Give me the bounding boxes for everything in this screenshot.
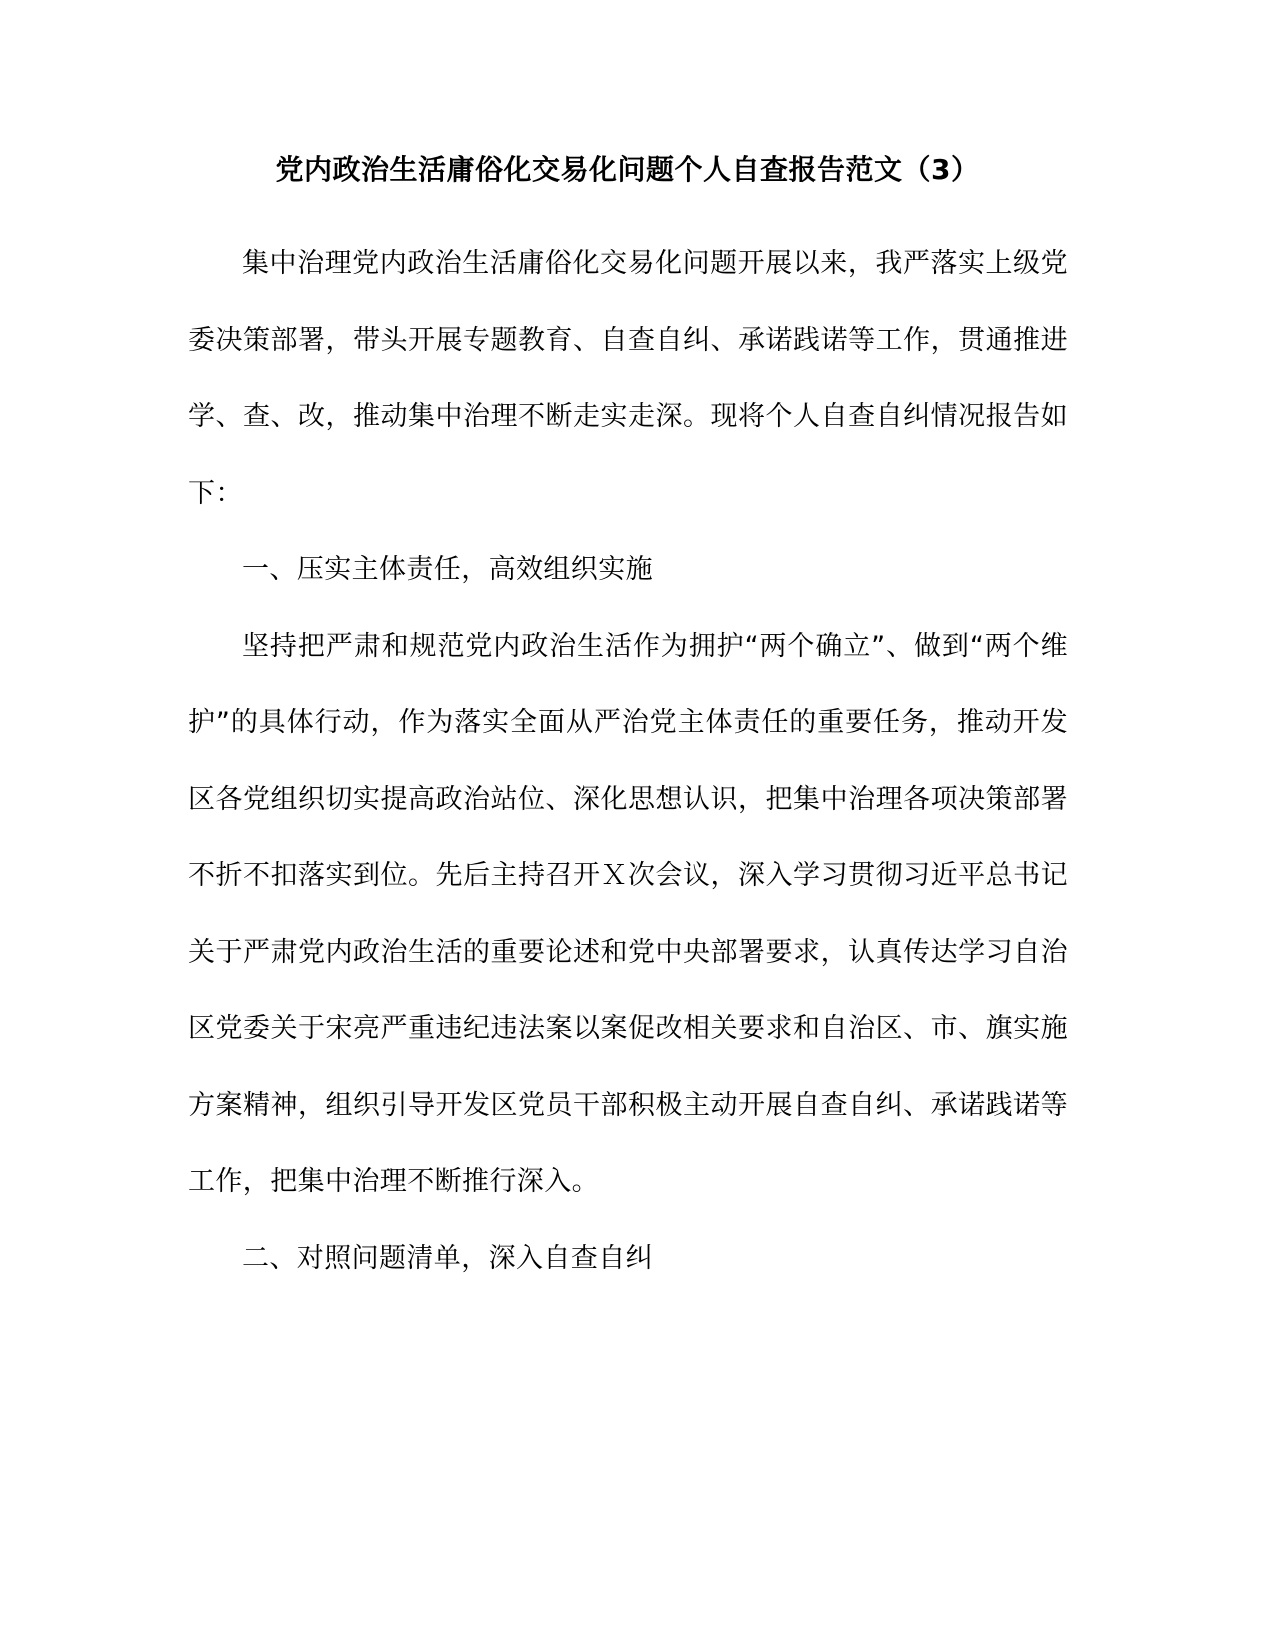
section-2-heading: 二、对照问题清单，深入自查自纠 <box>242 1242 653 1274</box>
document-body <box>188 226 1068 1297</box>
section-1-paragraph: 坚持把严肃和规范党内政治生活作为拥护“两个确立”、做到“两个维护”的具体行动，作为落实全面从严治党主体责任的重要任务，推动开发区各党组织切实提高政治站位、深化思想认识，把集中治理各项决策部署不折不扣落实到位。先后主持召开Ｘ次会议，深入学习贯彻习近平总书记关于严肃党内政治生活的重要论述和党中央部署要求，认真传达学习自治区党委关于宋亮严重违纪违法案以案促改相关要求和自治区、市、旗实施方案精神，组织引导开发区党员干部积极主动开展自查自纠、承诺践诺等工作，把集中治理不断推行深入。 <box>188 630 1068 1197</box>
document-title: 党内政治生活庸俗化交易化问题个人自查报告范文（3） <box>275 153 980 186</box>
intro-paragraph: 集中治理党内政治生活庸俗化交易化问题开展以来，我严落实上级党委决策部署，带头开展专题教育、自查自纠、承诺践诺等工作，贯通推进学、查、改，推动集中治理不断走实走深。现将个人自查自纠情况报告如下： <box>188 248 1068 509</box>
section-1-heading: 一、压实主体责任，高效组织实施 <box>242 554 653 585</box>
